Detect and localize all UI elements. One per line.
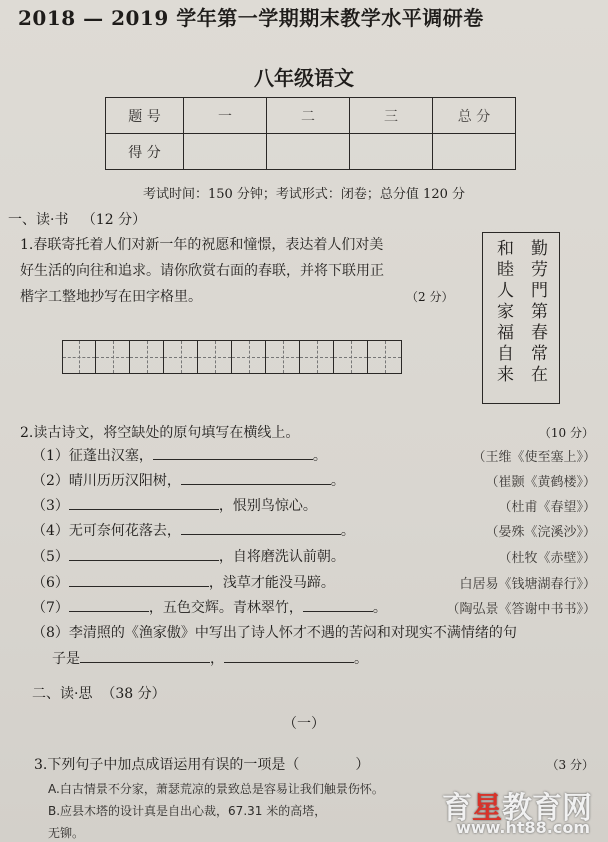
q2-item-prefix: （1）征蓬出汉塞， xyxy=(32,448,153,464)
q2-item8-blank1[interactable] xyxy=(80,648,210,663)
q2-item-blank[interactable] xyxy=(181,520,341,535)
tianzige-cell[interactable] xyxy=(232,340,266,374)
score-input-total[interactable] xyxy=(433,134,516,170)
q2-item xyxy=(32,520,355,540)
couplet-upper: 勤劳門第春常在 xyxy=(527,239,547,386)
tianzige-cell[interactable] xyxy=(164,340,198,374)
q2-item-prefix: （5） xyxy=(32,549,69,565)
q2-item-source: （王维《使至塞上》） xyxy=(472,450,596,465)
score-cell-1: 一 xyxy=(184,98,267,134)
score-table-score-row xyxy=(106,134,516,170)
q3-option-b-cont: 无铆。 xyxy=(48,826,85,840)
q2-item-source: （晏殊《浣溪沙》） xyxy=(485,525,596,540)
score-cell-label: 题 号 xyxy=(106,98,184,134)
score-cell-3: 三 xyxy=(350,98,433,134)
score-row-label: 得 分 xyxy=(106,134,184,170)
q2-points: （10 分） xyxy=(538,426,594,440)
q3-points: （3 分） xyxy=(546,758,594,772)
q2-item-suffix: 。 xyxy=(330,473,345,489)
section1-heading: 一、读·书 （12 分） xyxy=(8,212,147,228)
score-input-3[interactable] xyxy=(350,134,433,170)
q2-item xyxy=(32,445,327,465)
q2-item-suffix: 。 xyxy=(312,448,327,464)
q2-item-blank[interactable] xyxy=(69,495,219,510)
tianzige-cell[interactable] xyxy=(198,340,232,374)
score-table xyxy=(105,97,516,170)
q2-item-source: （崔颢《黄鹤楼》） xyxy=(485,475,596,490)
section2-part: （一） xyxy=(283,716,325,732)
q2-item-blank[interactable] xyxy=(181,470,331,485)
couplet-box xyxy=(482,232,560,404)
q2-item-middle: ，五色交辉。青林翠竹， xyxy=(148,600,303,616)
tianzige-cell[interactable] xyxy=(62,340,96,374)
tianzige-cell[interactable] xyxy=(266,340,300,374)
score-input-2[interactable] xyxy=(267,134,350,170)
q2-item xyxy=(32,546,345,566)
q2-item-prefix: （2）晴川历历汉阳树， xyxy=(32,473,181,489)
q2-item-suffix: ，恨别鸟惊心。 xyxy=(218,498,317,514)
q1-line3: 楷字工整地抄写在田字格里。 xyxy=(20,289,202,305)
score-table-header-row xyxy=(106,98,516,134)
q3-option-b: B.应县木塔的设计真是自出心裁，67.31 米的高塔， xyxy=(48,804,327,818)
tianzige-cell[interactable] xyxy=(300,340,334,374)
couplet-lower: 和睦人家福自来 xyxy=(493,239,513,386)
tianzige-cell[interactable] xyxy=(368,340,402,374)
q2-item-prefix: （3） xyxy=(32,498,69,514)
section2-heading: 二、读·思 （38 分） xyxy=(32,686,166,702)
score-cell-2: 二 xyxy=(267,98,350,134)
q1-points: （2 分） xyxy=(406,290,454,304)
q1-line2: 好生活的向往和追求。请你欣赏右面的春联，并将下联用正 xyxy=(20,263,384,279)
q2-item xyxy=(32,572,335,592)
score-cell-total: 总 分 xyxy=(433,98,516,134)
watermark-url: www.ht88.com xyxy=(456,818,590,837)
q2-item-source: （杜牧《赤壁》） xyxy=(498,551,596,566)
q2-item8-line2: 子是 ， 。 xyxy=(52,648,368,668)
q2-item-suffix: 。 xyxy=(340,523,355,539)
q2-item-blank[interactable] xyxy=(153,445,313,460)
q2-item-source: （杜甫《春望》） xyxy=(498,500,596,515)
q2-item-blank[interactable] xyxy=(69,572,209,587)
q2-item-blank[interactable] xyxy=(303,597,373,612)
q2-item-blank[interactable] xyxy=(69,597,149,612)
exam-info: 考试时间：150 分钟；考试形式：闭卷；总分值 120 分 xyxy=(142,187,466,202)
score-input-1[interactable] xyxy=(184,134,267,170)
q1-line1: 1.春联寄托着人们对新一年的祝愿和憧憬，表达着人们对美 xyxy=(20,237,384,253)
q2-item-source: 白居易《钱塘湖春行》） xyxy=(459,577,596,592)
q2-item-prefix: （6） xyxy=(32,575,69,591)
q2-item-source: （陶弘景《答谢中书书》） xyxy=(446,602,596,617)
q2-item xyxy=(32,495,317,515)
tianzige-cell[interactable] xyxy=(334,340,368,374)
q2-stem: 2.读古诗文，将空缺处的原句填写在横线上。 xyxy=(20,425,300,441)
q3-stem: 3.下列句子中加点成语运用有误的一项是（ ） xyxy=(34,757,370,773)
q2-item-suffix: 。 xyxy=(372,600,387,616)
q2-item-suffix: ，自将磨洗认前朝。 xyxy=(218,549,345,565)
exam-title: 2018 — 2019 学年第一学期期末教学水平调研卷 xyxy=(18,6,484,30)
tianzige-grid[interactable] xyxy=(62,340,402,374)
q2-item-suffix: ，浅草才能没马蹄。 xyxy=(208,575,335,591)
q2-item8-line1: （8）李清照的《渔家傲》中写出了诗人怀才不遇的苦闷和对现实不满情绪的句 xyxy=(32,625,517,641)
q2-item-blank[interactable] xyxy=(69,546,219,561)
watermark-brand: 育星教育网 xyxy=(442,791,592,826)
tianzige-cell[interactable] xyxy=(130,340,164,374)
exam-subtitle: 八年级语文 xyxy=(254,66,354,90)
q2-item xyxy=(32,470,345,490)
q2-item-prefix: （4）无可奈何花落去， xyxy=(32,523,181,539)
q2-item xyxy=(32,597,387,617)
tianzige-cell[interactable] xyxy=(96,340,130,374)
q2-item-prefix: （7） xyxy=(32,600,69,616)
q2-item8-blank2[interactable] xyxy=(224,648,354,663)
q3-option-a: A.白古情景不分家，萧瑟荒凉的景致总是容易让我们触景伤怀。 xyxy=(48,782,384,796)
